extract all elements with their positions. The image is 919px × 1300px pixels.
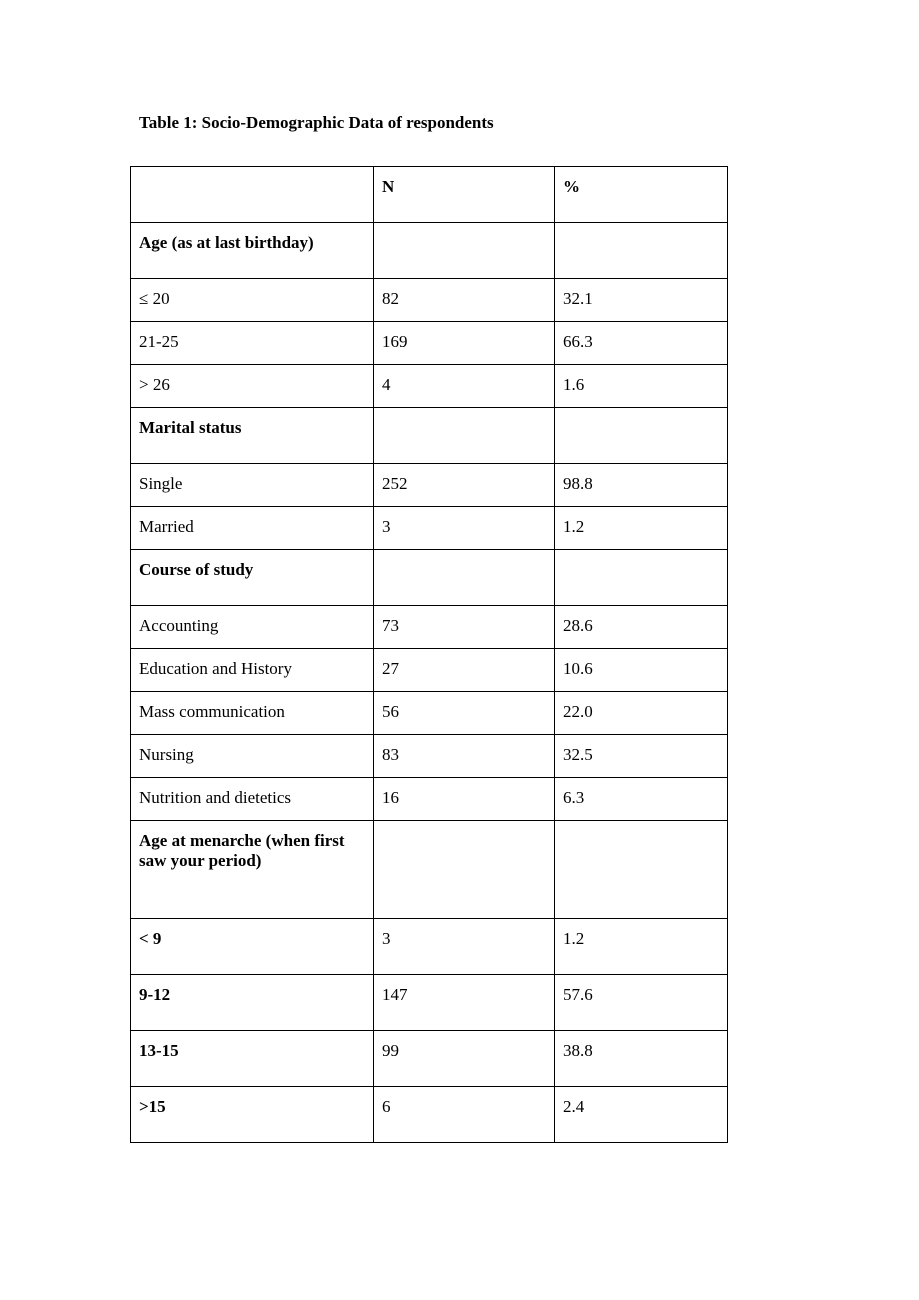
row-label: Married [131, 507, 374, 550]
row-label: 9-12 [131, 975, 374, 1031]
cell-n: 82 [374, 279, 555, 322]
table-row [131, 649, 728, 692]
table-row [131, 507, 728, 550]
table-row [131, 1031, 728, 1087]
table-row [131, 975, 728, 1031]
cell-n: 99 [374, 1031, 555, 1087]
row-label: Nursing [131, 735, 374, 778]
cell-n: 16 [374, 778, 555, 821]
section-label: Course of study [131, 550, 374, 606]
cell-n: 27 [374, 649, 555, 692]
cell-percent: 32.1 [555, 279, 728, 322]
cell-percent: 10.6 [555, 649, 728, 692]
section-label: Marital status [131, 408, 374, 464]
table-row [131, 322, 728, 365]
cell-percent [555, 223, 728, 279]
cell-n [374, 408, 555, 464]
cell-percent [555, 821, 728, 919]
section-row-course-of-study [131, 550, 728, 606]
cell-n: 169 [374, 322, 555, 365]
cell-n: 3 [374, 919, 555, 975]
header-cell-label [131, 167, 374, 223]
row-label: >15 [131, 1087, 374, 1143]
cell-percent: 28.6 [555, 606, 728, 649]
cell-percent: 2.4 [555, 1087, 728, 1143]
row-label: 21-25 [131, 322, 374, 365]
row-label: Mass communication [131, 692, 374, 735]
cell-percent: 32.5 [555, 735, 728, 778]
row-label: > 26 [131, 365, 374, 408]
socio-demographic-table [130, 166, 728, 1143]
table-row [131, 778, 728, 821]
cell-n [374, 550, 555, 606]
table-row [131, 692, 728, 735]
row-label: ≤ 20 [131, 279, 374, 322]
cell-n [374, 223, 555, 279]
table-row [131, 735, 728, 778]
cell-percent: 38.8 [555, 1031, 728, 1087]
cell-percent: 22.0 [555, 692, 728, 735]
table-row [131, 1087, 728, 1143]
header-cell-n: N [374, 167, 555, 223]
section-row-age-at-menarche [131, 821, 728, 919]
cell-percent: 6.3 [555, 778, 728, 821]
section-row-age [131, 223, 728, 279]
table-header-row [131, 167, 728, 223]
cell-percent: 66.3 [555, 322, 728, 365]
row-label: Single [131, 464, 374, 507]
cell-n: 56 [374, 692, 555, 735]
cell-n: 73 [374, 606, 555, 649]
table-row [131, 606, 728, 649]
row-label: < 9 [131, 919, 374, 975]
cell-percent: 1.6 [555, 365, 728, 408]
header-cell-percent: % [555, 167, 728, 223]
row-label: Nutrition and dietetics [131, 778, 374, 821]
row-label: 13-15 [131, 1031, 374, 1087]
cell-percent: 1.2 [555, 507, 728, 550]
cell-percent: 98.8 [555, 464, 728, 507]
row-label: Accounting [131, 606, 374, 649]
table-row [131, 919, 728, 975]
cell-percent: 57.6 [555, 975, 728, 1031]
cell-n [374, 821, 555, 919]
cell-n: 4 [374, 365, 555, 408]
cell-percent [555, 408, 728, 464]
row-label: Education and History [131, 649, 374, 692]
cell-percent: 1.2 [555, 919, 728, 975]
table-row [131, 464, 728, 507]
table-row [131, 365, 728, 408]
section-label: Age at menarche (when first saw your period) [131, 821, 374, 919]
cell-n: 83 [374, 735, 555, 778]
cell-percent [555, 550, 728, 606]
section-label: Age (as at last birthday) [131, 223, 374, 279]
section-row-marital-status [131, 408, 728, 464]
cell-n: 3 [374, 507, 555, 550]
table-row [131, 279, 728, 322]
cell-n: 147 [374, 975, 555, 1031]
cell-n: 6 [374, 1087, 555, 1143]
cell-n: 252 [374, 464, 555, 507]
table-caption: Table 1: Socio-Demographic Data of respondents [139, 113, 494, 132]
